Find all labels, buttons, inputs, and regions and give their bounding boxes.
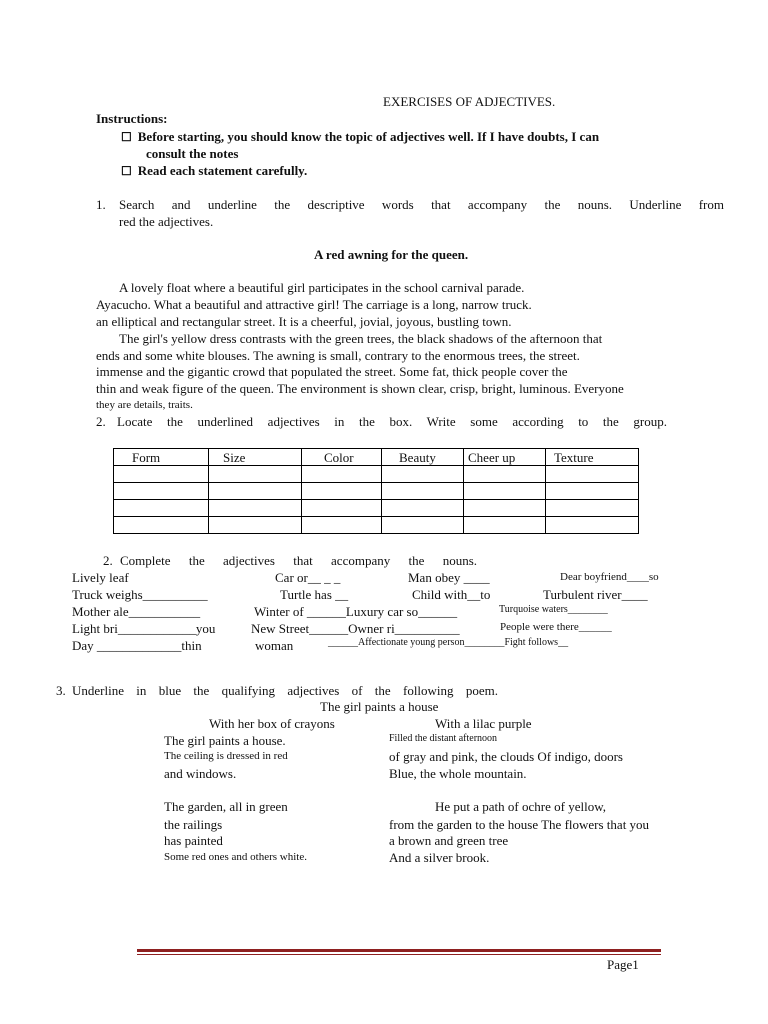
exercise-1-number: 1.: [96, 197, 106, 212]
poem-line-right: of gray and pink, the clouds Of indigo, doors: [389, 749, 623, 764]
poem-line-right: a brown and green tree: [389, 833, 509, 848]
table-cell[interactable]: [209, 517, 302, 534]
fill-blank-item: Light bri____________you: [72, 621, 216, 636]
table-cell[interactable]: [382, 500, 464, 517]
poem-line-left: The ceiling is dressed in red: [164, 750, 288, 762]
table-cell[interactable]: [302, 500, 382, 517]
poem-line-left: and windows.: [164, 766, 237, 781]
instruction-item-1: [121, 129, 599, 145]
instruction-2-text: Read each statement carefully.: [137, 163, 308, 178]
table-header-cell: Form: [114, 449, 209, 466]
table-cell[interactable]: [546, 466, 639, 483]
table-header-row: [114, 449, 639, 466]
poem-line-left: With her box of crayons: [209, 716, 335, 731]
exercise-3-instruction: Underline in blue the qualifying adjectives of the following poem.: [72, 683, 498, 698]
table-header-cell: Color: [302, 449, 382, 466]
table-cell[interactable]: [209, 466, 302, 483]
table-header-cell: Cheer up: [464, 449, 546, 466]
fill-blank-item: People were there______: [500, 621, 612, 633]
story-title: A red awning for the queen.: [314, 247, 469, 262]
fill-blank-item: New Street______Owner ri__________: [251, 621, 460, 636]
poem-line-right: Filled the distant afternoon: [389, 733, 498, 744]
page-number-value: 1: [632, 957, 639, 972]
instruction-item-2: [121, 163, 307, 179]
poem-line-right: from the garden to the house The flowers that you: [389, 817, 650, 832]
fill-blank-item: Turtle has __: [280, 587, 349, 602]
table-cell[interactable]: [114, 500, 209, 517]
exercise-2b-instruction: Complete the adjectives that accompany the nouns.: [120, 553, 477, 568]
table-cell[interactable]: [302, 466, 382, 483]
fill-blank-item: Turquoise waters________: [499, 604, 608, 615]
page-number: [607, 957, 639, 973]
poem-line-right: He put a path of ochre of yellow,: [435, 799, 606, 814]
table-cell[interactable]: [382, 483, 464, 500]
table-cell[interactable]: [464, 483, 546, 500]
fill-blank-item: woman: [255, 638, 294, 653]
poem-line-right: Blue, the whole mountain.: [389, 766, 527, 781]
poem-line-right: And a silver brook.: [389, 850, 490, 865]
page-title: EXERCISES OF ADJECTIVES.: [383, 94, 556, 109]
fill-blank-item: Mother ale___________: [72, 604, 201, 619]
checkbox-icon: ☐: [121, 164, 132, 178]
table-cell[interactable]: [114, 466, 209, 483]
story-line: thin and weak figure of the queen. The environment is shown clear, crisp, bright, luminous. Everyone: [96, 381, 624, 396]
exercise-3-number: 3.: [56, 683, 66, 698]
table-header-cell: Size: [209, 449, 302, 466]
poem-line-left: has painted: [164, 833, 223, 848]
story-line: immense and the gigantic crowd that populated the street. Some fat, thick people cover the: [96, 364, 568, 379]
footer-rule-thin: [137, 954, 661, 955]
fill-blank-item: Turbulent river____: [543, 587, 648, 602]
table-cell[interactable]: [302, 517, 382, 534]
exercise-2b-number: 2.: [103, 553, 113, 568]
fill-blank-item: Car or__ _ _: [275, 570, 341, 585]
table-cell[interactable]: [382, 517, 464, 534]
table-cell[interactable]: [546, 483, 639, 500]
checkbox-icon: ☐: [121, 130, 132, 144]
story-line: Ayacucho. What a beautiful and attractive girl! The carriage is a long, narrow truck.: [96, 297, 532, 312]
page-label: Page: [607, 957, 633, 972]
exercise-2a-instruction: Locate the underlined adjectives in the box. Write some according to the group.: [117, 414, 667, 429]
table-cell[interactable]: [114, 517, 209, 534]
story-line: ends and some white blouses. The awning is small, contrary to the enormous trees, the street.: [96, 348, 580, 363]
table-cell[interactable]: [464, 500, 546, 517]
fill-blank-item: Winter of ______Luxury car so______: [254, 604, 458, 619]
table-row: [114, 466, 639, 483]
table-row: [114, 500, 639, 517]
table-cell[interactable]: [209, 483, 302, 500]
exercise-1-instruction: Search and underline the descriptive words that accompany the nouns. Underline from: [119, 197, 724, 212]
table-cell[interactable]: [209, 500, 302, 517]
footer-rule: [137, 949, 661, 952]
poem-line-left: The girl paints a house.: [164, 733, 286, 748]
story-line: an elliptical and rectangular street. It is a cheerful, jovial, joyous, bustling town.: [96, 314, 512, 329]
table-row: [114, 483, 639, 500]
fill-blank-item: ______Affectionate young person________Fight follows__: [328, 637, 569, 648]
table-cell[interactable]: [302, 483, 382, 500]
fill-blank-item: Lively leaf: [72, 570, 129, 585]
poem-title: The girl paints a house: [320, 699, 439, 714]
fill-blank-item: Day _____________thin: [72, 638, 202, 653]
table-header-cell: Beauty: [382, 449, 464, 466]
story-line: A lovely float where a beautiful girl participates in the school carnival parade.: [119, 280, 525, 295]
fill-blank-item: Child with__to: [412, 587, 491, 602]
table-cell[interactable]: [382, 466, 464, 483]
poem-line-left: Some red ones and others white.: [164, 851, 307, 863]
instructions-heading: Instructions:: [96, 111, 168, 126]
table-cell[interactable]: [464, 517, 546, 534]
fill-blank-item: Man obey ____: [408, 570, 490, 585]
story-line: they are details, traits.: [96, 399, 193, 411]
table-row: [114, 517, 639, 534]
fill-blank-item: Truck weighs__________: [72, 587, 208, 602]
adjective-table: [113, 448, 639, 534]
exercise-1-instruction-cont: red the adjectives.: [119, 214, 214, 229]
fill-blank-item: Dear boyfriend____so: [560, 571, 659, 583]
table-cell[interactable]: [464, 466, 546, 483]
story-line: The girl's yellow dress contrasts with the green trees, the black shadows of the afternoon that: [119, 331, 603, 346]
poem-line-left: the railings: [164, 817, 223, 832]
instruction-1-text: Before starting, you should know the topic of adjectives well. If I have doubts, I can: [137, 129, 600, 144]
instruction-1-continuation: consult the notes: [146, 146, 239, 161]
exercise-2a-number: 2.: [96, 414, 106, 429]
poem-line-left: The garden, all in green: [164, 799, 288, 814]
table-cell[interactable]: [114, 483, 209, 500]
table-cell[interactable]: [546, 517, 639, 534]
table-cell[interactable]: [546, 500, 639, 517]
table-header-cell: Texture: [546, 449, 639, 466]
poem-line-right: With a lilac purple: [435, 716, 532, 731]
